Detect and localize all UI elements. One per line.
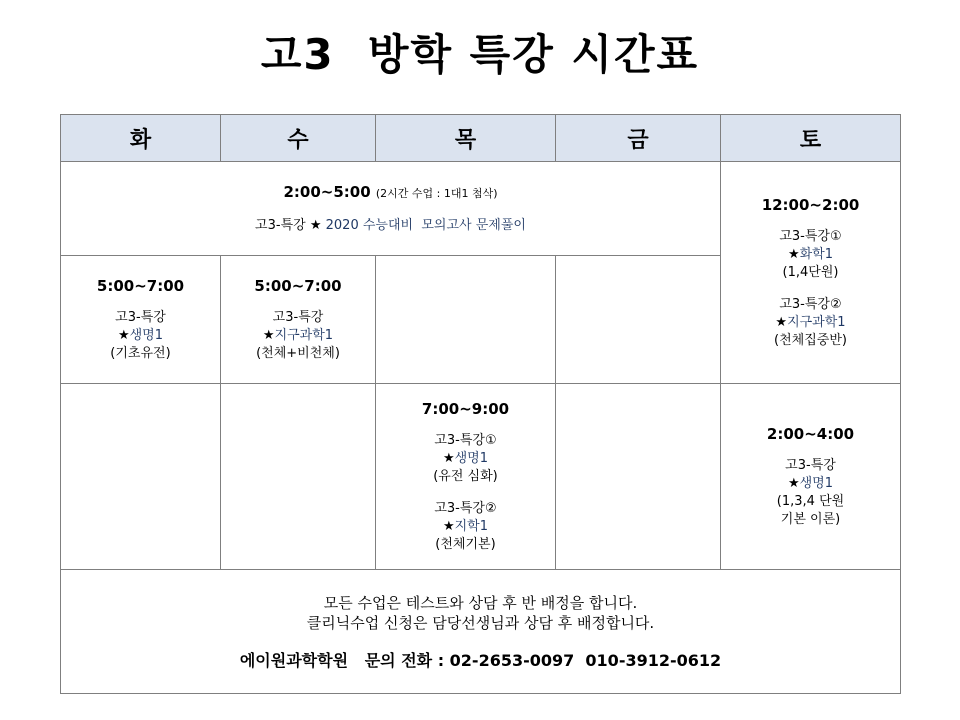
star-icon: ★ [442,518,455,534]
star-icon: ★ [117,327,130,343]
empty-cell [221,384,376,570]
day-header-thu: 목 [376,115,556,162]
tue-class-cell [61,256,221,384]
thu-c2-detail: (천체기본) [435,536,496,552]
wed-detail: (천체+비천체) [256,345,340,361]
merged-course-name: 2020 수능대비 [325,217,414,233]
thu-class-cell [376,384,556,570]
tue-label: 고3-특강 [115,309,166,325]
wed-time: 5:00~7:00 [254,276,342,295]
sat-bottom-cell [721,384,901,570]
sat-top-c1-subject: 화학1 [799,246,834,262]
star-icon: ★ [262,327,275,343]
merged-time: 2:00~5:00 [283,182,371,201]
sat-bottom-label: 고3-특강 [785,457,836,473]
schedule-row-1 [61,162,901,256]
wed-label: 고3-특강 [272,309,324,325]
sat-top-c2-detail: (천체집중반) [774,332,847,348]
contact-line: 에이원과학학원 문의 전화 : 02-2653-0097 010-3912-0612 [239,650,722,670]
sat-top-c2-label: 고3-특강② [779,296,842,312]
footer-line-1: 모든 수업은 테스트와 상담 후 반 배정을 합니다. [323,593,638,612]
empty-cell [376,256,556,384]
sat-top-c1-detail: (1,4단원) [782,264,839,280]
footer-row [61,570,901,694]
header-row [61,115,901,162]
thu-c2-label: 고3-특강② [434,500,497,516]
sat-top-c1-label: 고3-특강① [779,228,842,244]
sat-bottom-time: 2:00~4:00 [766,424,855,443]
merged-course-prefix: 고3-특강 ★ [255,217,322,233]
empty-cell [556,256,721,384]
thu-c1-detail: (유전 심화) [433,468,498,484]
star-icon: ★ [442,450,455,466]
page-title: 고3 방학 특강 시간표 [260,30,700,79]
merged-course-rest: 모의고사 문제풀이 [421,217,526,233]
sat-top-time: 12:00~2:00 [761,195,860,214]
thu-c1-label: 고3-특강① [434,432,497,448]
sat-bottom-detail-2: 기본 이론) [780,511,841,527]
empty-cell [61,384,221,570]
schedule-row-3 [61,384,901,570]
sat-top-cell [721,162,901,384]
sat-top-c2-subject: 지구과학1 [787,314,846,330]
day-header-fri: 금 [556,115,721,162]
footer-cell [61,570,901,694]
thu-c2-subject: 지학1 [454,518,489,534]
merged-class-cell [61,162,721,256]
tue-subject: 생명1 [129,327,164,343]
thu-c1-subject: 생명1 [454,450,489,466]
day-header-tue: 화 [61,115,221,162]
merged-note: (2시간 수업 : 1대1 첨삭) [375,186,498,200]
wed-subject: 지구과학1 [274,327,334,343]
star-icon: ★ [775,314,788,330]
schedule-table [60,114,901,694]
star-icon: ★ [787,475,800,491]
day-header-wed: 수 [221,115,376,162]
sat-bottom-subject: 생명1 [799,475,834,491]
sat-bottom-detail-1: (1,3,4 단원 [776,493,845,509]
wed-class-cell [221,256,376,384]
day-header-sat: 토 [721,115,901,162]
empty-cell [556,384,721,570]
footer-line-2: 클리닉수업 신청은 담당선생님과 상담 후 배정합니다. [306,613,655,632]
thu-time: 7:00~9:00 [421,399,510,418]
star-icon: ★ [787,246,800,262]
merged-course [61,217,720,235]
tue-time: 5:00~7:00 [96,276,185,295]
tue-detail: (기초유전) [110,345,171,361]
